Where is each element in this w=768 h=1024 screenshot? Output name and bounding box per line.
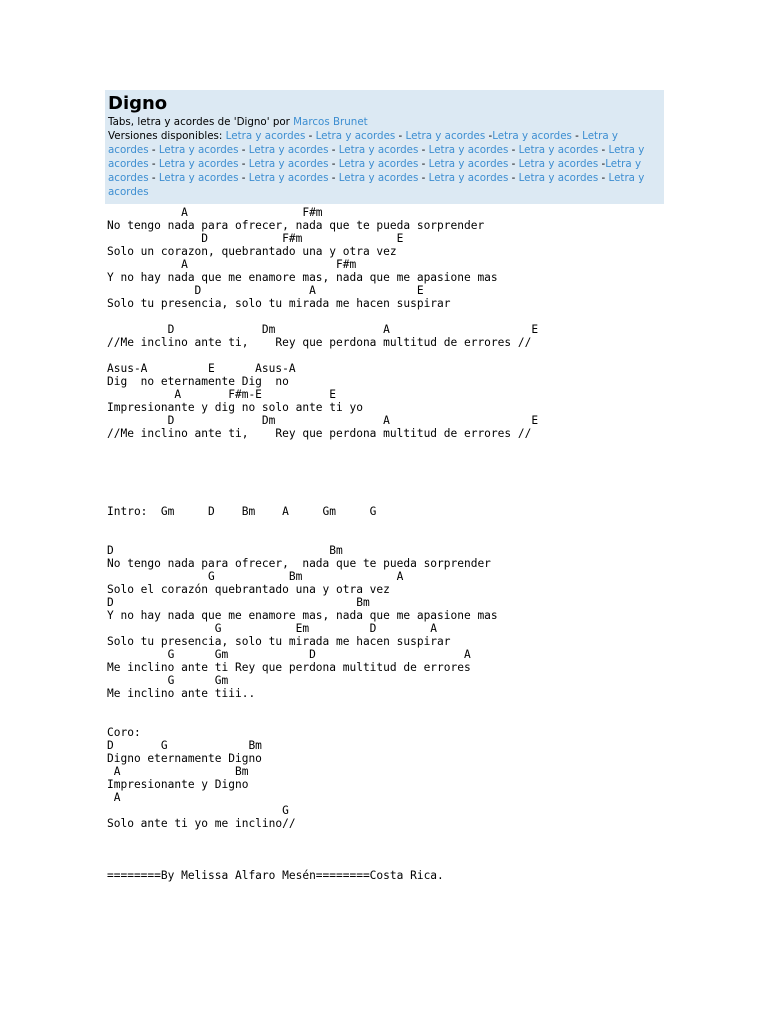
lyric-line: Solo un corazon, quebrantado una y otra vez [107,245,397,258]
lyric-line: Solo el corazón quebrantado una y otra vez [107,583,390,596]
version-link[interactable]: Letra y acordes [248,144,329,156]
song-title: Digno [108,93,168,114]
lyric-line [107,830,538,843]
lyric-line [107,700,538,713]
lyric-line [107,479,538,492]
version-separator: - [238,172,249,184]
lyric-line: G Bm A [107,570,404,583]
version-link[interactable]: Letra y acordes [248,158,329,170]
lyric-line: A F#m-E E [107,388,337,401]
lyric-line: Impresionante y dig no solo ante ti yo [107,401,363,414]
version-link[interactable]: Letra y acordes [315,130,396,142]
lyric-line: Coro: [107,726,141,739]
lyric-line: Impresionante y Digno [107,778,249,791]
version-link[interactable]: Letra y acordes [108,130,618,156]
lyric-line: Solo ante ti yo me inclino// [107,817,296,830]
version-separator: - [328,158,339,170]
versions-label: Versiones disponibles: [108,130,226,142]
lyric-line: A F#m [107,258,357,271]
version-link[interactable]: Letra y acordes [158,172,239,184]
lyric-line: Y no hay nada que me enamore mas, nada que me apasione mas [107,609,498,622]
version-link[interactable]: Letra y acordes [518,158,599,170]
version-link[interactable]: Letra y acordes [108,158,642,184]
lyric-line [107,440,538,453]
version-separator: - [328,144,339,156]
version-link[interactable]: Letra y acordes [338,172,419,184]
chords-and-lyrics [107,206,538,882]
version-link[interactable]: Letra y acordes [338,144,419,156]
version-separator: - [148,172,159,184]
lyric-line: Intro: Gm D Bm A Gm G [107,505,377,518]
version-link[interactable]: Letra y acordes [158,144,239,156]
version-separator: - [598,172,609,184]
version-separator: - [148,158,159,170]
author-link[interactable]: Marcos Brunet [293,116,368,128]
version-separator: - [485,130,493,142]
lyric-line: Y no hay nada que me enamore mas, nada que me apasione mas [107,271,498,284]
version-separator: - [508,158,519,170]
versions-list [108,129,661,199]
version-separator: - [418,158,429,170]
version-separator: - [508,144,519,156]
version-link[interactable]: Letra y acordes [108,172,645,198]
version-separator: - [238,144,249,156]
version-separator: - [305,130,316,142]
lyric-line: //Me inclino ante ti, Rey que perdona multitud de errores // [107,336,532,349]
version-link[interactable]: Letra y acordes [338,158,419,170]
version-separator: - [328,172,339,184]
lyric-line: G [107,804,289,817]
lyric-line: D Dm A E [107,323,539,336]
version-link[interactable]: Letra y acordes [158,158,239,170]
lyric-line: No tengo nada para ofrecer, nada que te pueda sorprender [107,219,485,232]
lyric-line: D Dm A E [107,414,539,427]
version-separator: - [395,130,406,142]
version-link[interactable]: Letra y acordes [428,172,509,184]
lyric-line: Solo tu presencia, solo tu mirada me hacen suspirar [107,297,451,310]
lyric-line: A Bm [107,765,249,778]
song-header [105,90,664,204]
subtitle-text: Tabs, letra y acordes de 'Digno' por [108,116,294,128]
lyric-line: G Gm D A [107,648,471,661]
version-separator: - [598,144,609,156]
version-link[interactable]: Letra y acordes [225,130,306,142]
version-separator: - [148,144,159,156]
lyric-line [107,453,538,466]
version-separator: - [598,158,606,170]
lyric-line [107,843,538,856]
lyric-line [107,531,538,544]
lyric-line: A F#m [107,206,323,219]
lyric-line: Me inclino ante ti Rey que perdona multitud de errores [107,661,471,674]
lyric-line: //Me inclino ante ti, Rey que perdona multitud de errores // [107,427,532,440]
lyric-line: Digno eternamente Digno [107,752,262,765]
lyric-line: D F#m E [107,232,404,245]
lyric-line [107,713,538,726]
lyric-line: Dig no eternamente Dig no [107,375,289,388]
version-link[interactable]: Letra y acordes [492,130,572,142]
song-subtitle [108,115,661,129]
lyric-line [107,856,538,869]
lyric-line: A [107,791,121,804]
lyric-line: ========By Melissa Alfaro Mesén========Costa Rica. [107,869,444,882]
version-separator: - [418,144,429,156]
lyric-line: G Gm [107,674,229,687]
lyric-line: G Em D A [107,622,438,635]
version-link[interactable]: Letra y acordes [405,130,486,142]
version-separator: - [571,130,583,142]
version-separator: - [238,158,249,170]
version-separator: - [418,172,429,184]
lyric-line [107,466,538,479]
version-link[interactable]: Letra y acordes [518,144,599,156]
lyric-line: D A E [107,284,424,297]
version-link[interactable]: Letra y acordes [518,172,599,184]
lyric-line [107,310,538,323]
lyric-line [107,518,538,531]
lyric-line: Asus-A E Asus-A [107,362,296,375]
version-separator: - [508,172,519,184]
version-link[interactable]: Letra y acordes [248,172,329,184]
lyric-line: Solo tu presencia, solo tu mirada me hacen suspirar [107,635,451,648]
lyric-line [107,349,538,362]
lyric-line [107,492,538,505]
version-link[interactable]: Letra y acordes [428,158,509,170]
lyric-line: D Bm [107,544,343,557]
version-link[interactable]: Letra y acordes [108,144,645,170]
lyric-line: D Bm [107,596,370,609]
version-link[interactable]: Letra y acordes [428,144,509,156]
lyric-line: Me inclino ante tiii.. [107,687,256,700]
lyric-line: D G Bm [107,739,262,752]
lyric-line: No tengo nada para ofrecer, nada que te pueda sorprender [107,557,491,570]
